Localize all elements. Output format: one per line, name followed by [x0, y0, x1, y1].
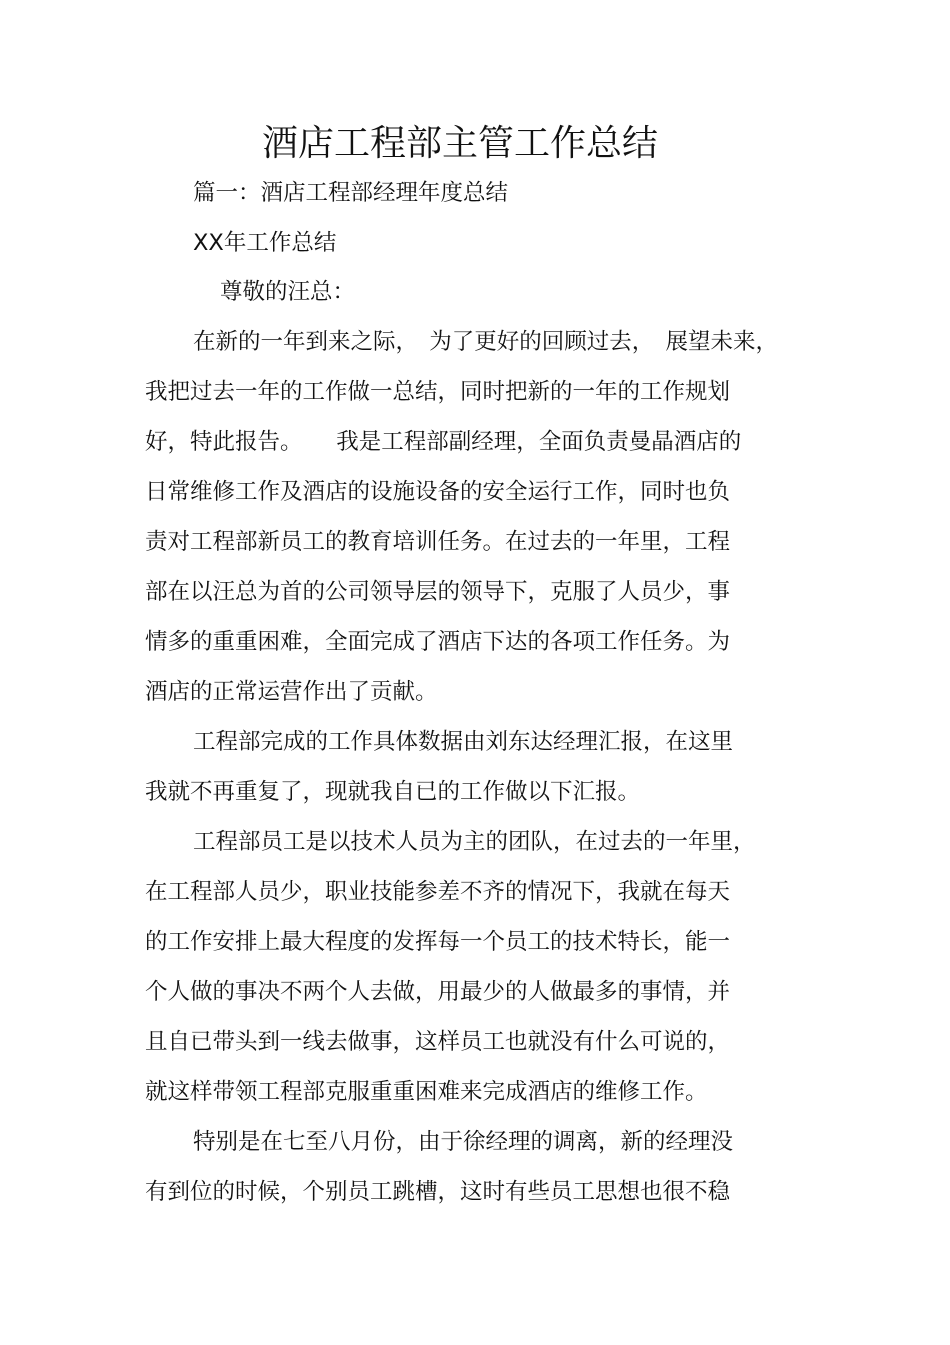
body-line: 日常维修工作及酒店的设施设备的安全运行工作，同时也负	[145, 479, 731, 505]
body-line: 责对工程部新员工的教育培训任务。在过去的一年里，工程	[145, 529, 731, 555]
body-line: 就这样带领工程部克服重重困难来完成酒店的维修工作。	[145, 1079, 708, 1105]
body-line: 部在以汪总为首的公司领导层的领导下，克服了人员少，事	[145, 579, 731, 605]
body-line: 的工作安排上最大程度的发挥每一个员工的技术特长，能一	[145, 929, 731, 955]
body-line: 工程部完成的工作具体数据由刘东达经理汇报，在这里	[193, 729, 734, 755]
body-line: 工程部员工是以技术人员为主的团队，在过去的一年里，	[193, 829, 756, 855]
salutation: 尊敬的汪总：	[220, 279, 356, 305]
body-line: 有到位的时候，个别员工跳槽，这时有些员工思想也很不稳	[145, 1179, 731, 1205]
body-line: 在工程部人员少，职业技能参差不齐的情况下，我就在每天	[145, 879, 731, 905]
body-line: 在新的一年到来之际， 为了更好的回顾过去， 展望未来，	[193, 329, 779, 355]
body-line: 好，特此报告。 我是工程部副经理，全面负责曼晶酒店的	[145, 429, 742, 455]
body-line: 我就不再重复了，现就我自已的工作做以下汇报。	[145, 779, 641, 805]
body-line: 特别是在七至八月份，由于徐经理的调离，新的经理没	[193, 1129, 734, 1155]
body-line: 情多的重重困难，全面完成了酒店下达的各项工作任务。为	[145, 629, 731, 655]
body-line: 个人做的事决不两个人去做，用最少的人做最多的事情，并	[145, 979, 731, 1005]
document-title: 酒店工程部主管工作总结	[261, 123, 658, 164]
document-subtitle: 篇一：酒店工程部经理年度总结	[193, 180, 509, 206]
year-heading: XX年工作总结	[193, 230, 337, 256]
body-line: 酒店的正常运营作出了贡献。	[145, 679, 438, 705]
body-line: 且自已带头到一线去做事，这样员工也就没有什么可说的，	[145, 1029, 731, 1055]
body-line: 我把过去一年的工作做一总结，同时把新的一年的工作规划	[145, 379, 731, 405]
